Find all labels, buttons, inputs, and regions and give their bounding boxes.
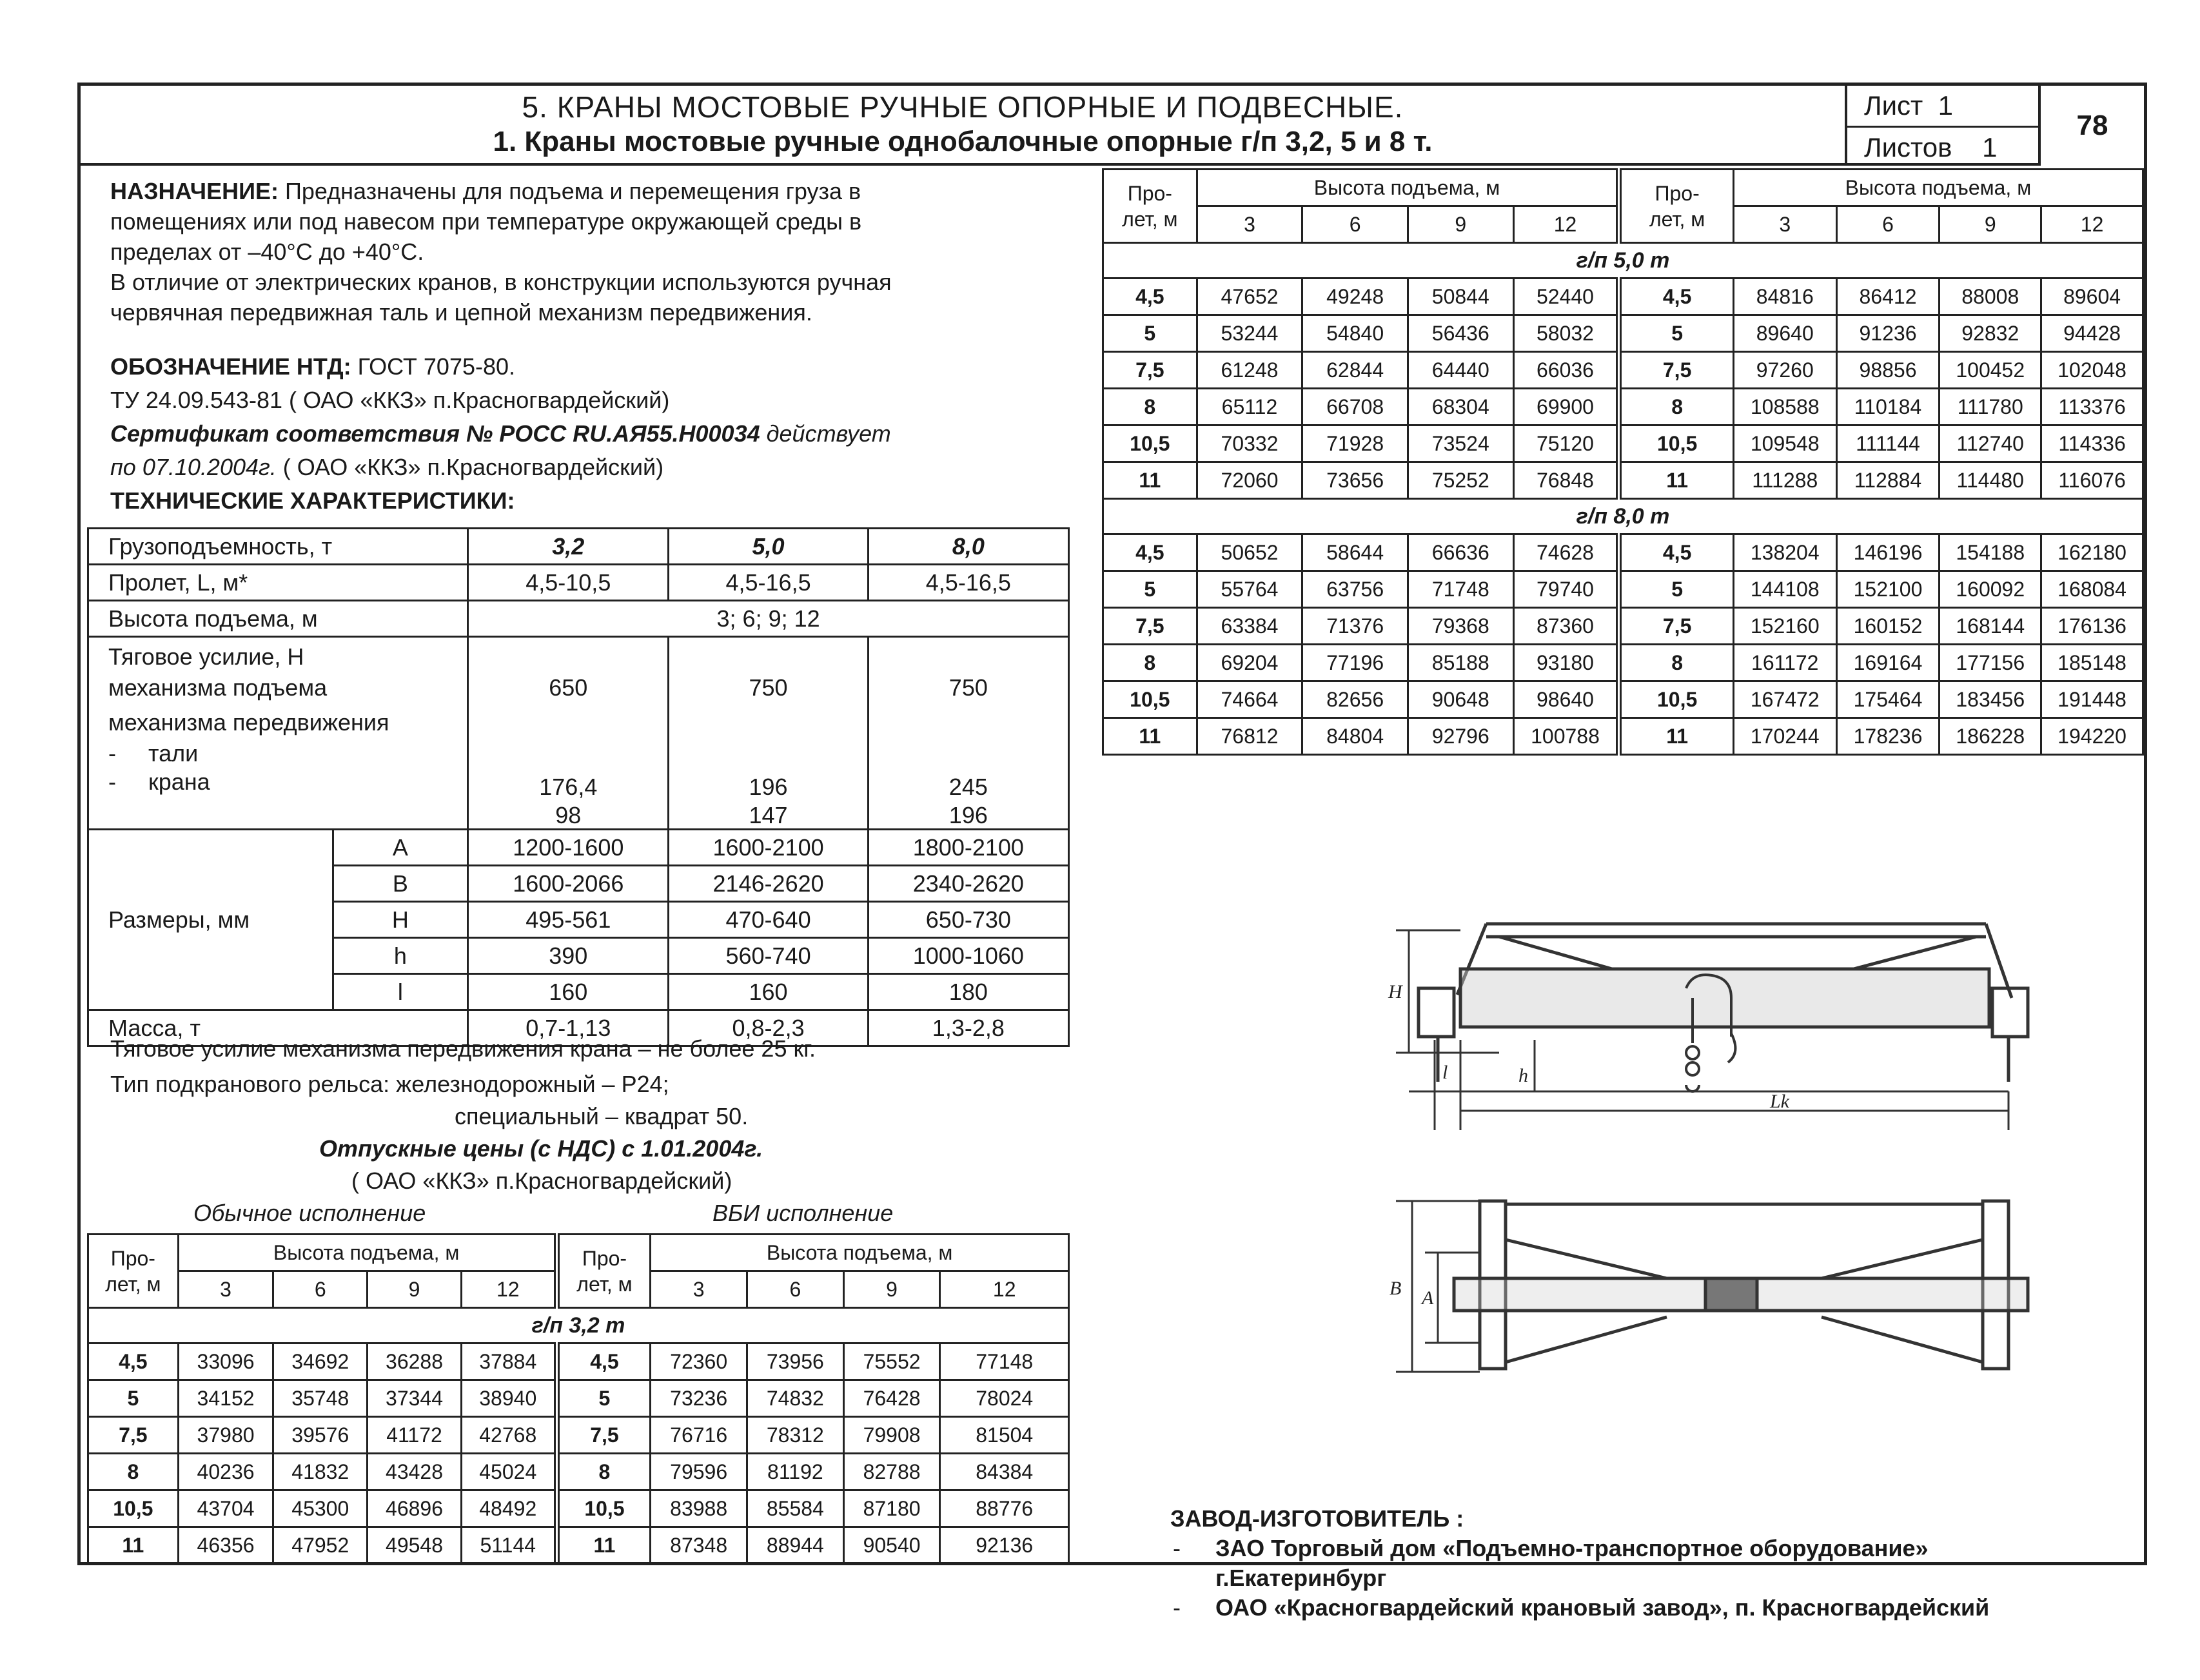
dims-row-h-lower: h 390 560-740 1000-1060 xyxy=(88,938,1069,974)
price-cell: 43428 xyxy=(368,1454,462,1490)
price-cell: 62844 xyxy=(1302,352,1408,389)
price-cell: 38940 xyxy=(461,1380,556,1417)
price-cell: 152100 xyxy=(1836,571,1940,608)
price-cell: 177156 xyxy=(1940,645,2041,681)
table-row xyxy=(1103,315,2143,352)
price-cell: 48492 xyxy=(461,1490,556,1527)
price-cell: 110184 xyxy=(1836,389,1940,425)
price-cell: 90540 xyxy=(843,1527,940,1564)
price-cell: 40236 xyxy=(178,1454,273,1490)
price-cell: 170244 xyxy=(1733,718,1836,755)
price-cell: 66708 xyxy=(1302,389,1408,425)
price-cell: 39576 xyxy=(273,1417,368,1454)
price-cell: 144108 xyxy=(1733,571,1836,608)
price-cell: 70332 xyxy=(1197,425,1302,462)
span-cell: 7,5 xyxy=(1103,352,1197,389)
manufacturer-section xyxy=(1170,1504,1989,1623)
span-cell: 10,5 xyxy=(1103,681,1197,718)
span-cell: 8 xyxy=(1103,389,1197,425)
price-cell: 160152 xyxy=(1836,608,1940,645)
manufacturer-item-2: - ОАО «Красногвардейский крановый завод», п. Красногвардейский xyxy=(1170,1593,1989,1623)
price-cell: 69204 xyxy=(1197,645,1302,681)
table-row xyxy=(88,1454,1069,1490)
price-cell: 69900 xyxy=(1513,389,1619,425)
dims-row-h-upper: H 495-561 470-640 650-730 xyxy=(88,902,1069,938)
span-cell: 4,5 xyxy=(1103,534,1197,571)
sheet-counter xyxy=(1847,86,2041,166)
price-cell: 50844 xyxy=(1408,278,1513,315)
price-cell: 88008 xyxy=(1940,278,2041,315)
price-cell: 88944 xyxy=(747,1527,844,1564)
price-cell: 79908 xyxy=(843,1417,940,1454)
price-cell: 37884 xyxy=(461,1343,556,1380)
table-row xyxy=(1103,352,2143,389)
price-cell: 116076 xyxy=(2041,462,2143,499)
price-cell: 109548 xyxy=(1733,425,1836,462)
crane-plan-view xyxy=(1396,1201,2028,1372)
price-cell: 84816 xyxy=(1733,278,1836,315)
price-cell: 61248 xyxy=(1197,352,1302,389)
purpose-section xyxy=(110,176,1129,327)
price-cell: 86412 xyxy=(1836,278,1940,315)
price-cell: 91236 xyxy=(1836,315,1940,352)
span-cell: 11 xyxy=(88,1527,179,1564)
table-row xyxy=(88,1417,1069,1454)
table-row xyxy=(88,1343,1069,1380)
span-cell: 7,5 xyxy=(88,1417,179,1454)
manufacturer-item-1: - ЗАО Торговый дом «Подъемно-транспортное оборудование» г.Екатеринбург xyxy=(1170,1534,1989,1593)
capacity-row: Грузоподъемность, т 3,2 5,0 8,0 xyxy=(88,529,1069,565)
price-cell: 98856 xyxy=(1836,352,1940,389)
span-cell: 7,5 xyxy=(556,1417,651,1454)
span-cell: 8 xyxy=(1103,645,1197,681)
dims-row-a: Размеры, мм A 1200-1600 1600-2100 1800-2100 xyxy=(88,830,1069,866)
price-cell: 47952 xyxy=(273,1527,368,1564)
price-cell: 167472 xyxy=(1733,681,1836,718)
price-cell: 71928 xyxy=(1302,425,1408,462)
capacity-group-row xyxy=(1103,243,2143,278)
price-cell: 102048 xyxy=(2041,352,2143,389)
label-A: A xyxy=(1422,1287,1434,1309)
cert-line-2: по 07.10.2004г. ( ОАО «ККЗ» п.Красногвардейский) xyxy=(110,454,664,480)
price-cell: 92136 xyxy=(940,1527,1069,1564)
price-cell: 94428 xyxy=(2041,315,2143,352)
sheets-label: Листов xyxy=(1864,132,1952,162)
span-cell: 5 xyxy=(88,1380,179,1417)
prices-heading: Отпускные цены (с НДС) с 1.01.2004г. xyxy=(319,1135,763,1162)
span-cell: 4,5 xyxy=(1619,534,1734,571)
span-cell: 10,5 xyxy=(88,1490,179,1527)
capacity-group-row xyxy=(88,1308,1069,1343)
purpose-line-2: помещениях или под навесом при температуре окружающей среды в xyxy=(110,208,862,235)
tech-heading: ТЕХНИЧЕСКИЕ ХАРАКТЕРИСТИКИ: xyxy=(110,487,515,514)
price-cell: 79596 xyxy=(651,1454,747,1490)
price-cell: 55764 xyxy=(1197,571,1302,608)
price-cell: 66036 xyxy=(1513,352,1619,389)
table-row xyxy=(1103,278,2143,315)
price-cell: 33096 xyxy=(178,1343,273,1380)
price-cell: 46356 xyxy=(178,1527,273,1564)
cert-line-1: Сертификат соответствия № РОСС RU.АЯ55.Н00034 действует xyxy=(110,420,891,447)
price-cell: 75120 xyxy=(1513,425,1619,462)
price-cell: 41832 xyxy=(273,1454,368,1490)
height-row: Высота подъема, м 3; 6; 9; 12 xyxy=(88,601,1069,637)
price-cell: 85584 xyxy=(747,1490,844,1527)
price-cell: 64440 xyxy=(1408,352,1513,389)
span-cell: 5 xyxy=(1103,571,1197,608)
price-cell: 36288 xyxy=(368,1343,462,1380)
subsection-title: 1. Краны мостовые ручные однобалочные опорные г/п 3,2, 5 и 8 т. xyxy=(493,126,1433,157)
price-cell: 168144 xyxy=(1940,608,2041,645)
price-cell: 43704 xyxy=(178,1490,273,1527)
ntd-section xyxy=(110,350,1129,518)
sheets-number: 1 xyxy=(1982,132,1998,162)
price-cell: 46896 xyxy=(368,1490,462,1527)
title-block xyxy=(81,86,1847,166)
price-cell: 76812 xyxy=(1197,718,1302,755)
span-cell: 11 xyxy=(1103,462,1197,499)
price-cell: 65112 xyxy=(1197,389,1302,425)
purpose-heading: НАЗНАЧЕНИЕ: xyxy=(110,178,279,204)
price-cell: 92832 xyxy=(1940,315,2041,352)
dims-row-b: B 1600-2066 2146-2620 2340-2620 xyxy=(88,866,1069,902)
price-cell: 114480 xyxy=(1940,462,2041,499)
price-cell: 87360 xyxy=(1513,608,1619,645)
price-cell: 63384 xyxy=(1197,608,1302,645)
price-cell: 84804 xyxy=(1302,718,1408,755)
price-cell: 111144 xyxy=(1836,425,1940,462)
price-cell: 78312 xyxy=(747,1417,844,1454)
sheets-row xyxy=(1847,126,2038,166)
price-cell: 108588 xyxy=(1733,389,1836,425)
price-cell: 186228 xyxy=(1940,718,2041,755)
price-table-3-2 xyxy=(87,1233,1070,1565)
price-cell: 37344 xyxy=(368,1380,462,1417)
price-cell: 169164 xyxy=(1836,645,1940,681)
purpose-line-3: пределах от –40°С до +40°С. xyxy=(110,239,424,265)
price-cell: 78024 xyxy=(940,1380,1069,1417)
price-cell: 175464 xyxy=(1836,681,1940,718)
price-cell: 79740 xyxy=(1513,571,1619,608)
capacity-group-row xyxy=(1103,499,2143,534)
price-cell: 35748 xyxy=(273,1380,368,1417)
capacity-group-label: г/п 8,0 т xyxy=(1103,499,2143,534)
span-cell: 4,5 xyxy=(88,1343,179,1380)
price-cell: 100452 xyxy=(1940,352,2041,389)
label-l: l xyxy=(1442,1062,1448,1083)
price-cell: 72060 xyxy=(1197,462,1302,499)
price-cell: 154188 xyxy=(1940,534,2041,571)
price-cell: 178236 xyxy=(1836,718,1940,755)
purpose-line-1: НАЗНАЧЕНИЕ: Предназначены для подъема и перемещения груза в xyxy=(110,178,861,204)
span-cell: 8 xyxy=(1619,389,1734,425)
price-cell: 183456 xyxy=(1940,681,2041,718)
price-cell: 113376 xyxy=(2041,389,2143,425)
price-cell: 73524 xyxy=(1408,425,1513,462)
price-cell: 72360 xyxy=(651,1343,747,1380)
table-row xyxy=(1103,462,2143,499)
span-row: Пролет, L, м* 4,5-10,5 4,5-16,5 4,5-16,5 xyxy=(88,565,1069,601)
price-cell: 194220 xyxy=(2041,718,2143,755)
note-force: Тяговое усилие механизма передвижения крана – не более 25 кг. xyxy=(110,1035,816,1062)
price-cell: 162180 xyxy=(2041,534,2143,571)
price-cell: 87180 xyxy=(843,1490,940,1527)
table-row xyxy=(1103,718,2143,755)
span-cell: 5 xyxy=(1619,571,1734,608)
price-cell: 74628 xyxy=(1513,534,1619,571)
sheet-frame xyxy=(77,83,2147,1621)
price-cell: 71748 xyxy=(1408,571,1513,608)
sheet-number: 1 xyxy=(1938,90,1953,121)
capacity-group-label: г/п 5,0 т xyxy=(1103,243,2143,278)
price-cell: 76848 xyxy=(1513,462,1619,499)
span-cell: 10,5 xyxy=(1103,425,1197,462)
price-cell: 89604 xyxy=(2041,278,2143,315)
price-cell: 74664 xyxy=(1197,681,1302,718)
price-cell: 73956 xyxy=(747,1343,844,1380)
page-number: 78 xyxy=(2076,110,2108,141)
price-cell: 49548 xyxy=(368,1527,462,1564)
price-cell: 160092 xyxy=(1940,571,2041,608)
crane-side-view xyxy=(1396,924,2028,1130)
price-cell: 84384 xyxy=(940,1454,1069,1490)
span-cell: 4,5 xyxy=(1103,278,1197,315)
price-cell: 114336 xyxy=(2041,425,2143,462)
span-cell: 11 xyxy=(1619,718,1734,755)
span-cell: 11 xyxy=(1103,718,1197,755)
price-cell: 81192 xyxy=(747,1454,844,1490)
price-cell: 63756 xyxy=(1302,571,1408,608)
price-cell: 71376 xyxy=(1302,608,1408,645)
span-cell: 8 xyxy=(88,1454,179,1490)
price-cell: 168084 xyxy=(2041,571,2143,608)
price-header-row-2: 3 6 9 12 3 6 9 12 xyxy=(1103,206,2143,243)
price-cell: 152160 xyxy=(1733,608,1836,645)
span-cell: 10,5 xyxy=(1619,425,1734,462)
price-cell: 81504 xyxy=(940,1417,1069,1454)
price-cell: 58032 xyxy=(1513,315,1619,352)
manufacturer-heading: ЗАВОД-ИЗГОТОВИТЕЛЬ : xyxy=(1170,1505,1464,1532)
price-cell: 58644 xyxy=(1302,534,1408,571)
price-cell: 112884 xyxy=(1836,462,1940,499)
price-cell: 49248 xyxy=(1302,278,1408,315)
price-cell: 45024 xyxy=(461,1454,556,1490)
span-cell: 7,5 xyxy=(1619,608,1734,645)
price-cell: 100788 xyxy=(1513,718,1619,755)
table-row xyxy=(88,1490,1069,1527)
span-cell: 8 xyxy=(556,1454,651,1490)
span-cell: 4,5 xyxy=(1619,278,1734,315)
tech-specs-table xyxy=(87,527,1070,1047)
note-rail-special: специальный – квадрат 50. xyxy=(455,1103,749,1129)
price-cell: 42768 xyxy=(461,1417,556,1454)
price-cell: 45300 xyxy=(273,1490,368,1527)
price-cell: 89640 xyxy=(1733,315,1836,352)
price-cell: 146196 xyxy=(1836,534,1940,571)
force-row: Тяговое усилие, Н механизма подъема механизма передвижения - тали - крана 650 176,4 98 750 196 147 750 245 196 xyxy=(88,637,1069,830)
table-row xyxy=(1103,534,2143,571)
span-cell: 5 xyxy=(556,1380,651,1417)
price-cell: 97260 xyxy=(1733,352,1836,389)
price-cell: 77148 xyxy=(940,1343,1069,1380)
price-cell: 82656 xyxy=(1302,681,1408,718)
price-cell: 56436 xyxy=(1408,315,1513,352)
section-title: 5. КРАНЫ МОСТОВЫЕ РУЧНЫЕ ОПОРНЫЕ И ПОДВЕСНЫЕ. xyxy=(522,90,1404,124)
cert-number: Сертификат соответствия № РОСС RU.АЯ55.Н00034 xyxy=(110,420,760,447)
table-row xyxy=(1103,425,2143,462)
price-cell: 76716 xyxy=(651,1417,747,1454)
span-cell: 10,5 xyxy=(1619,681,1734,718)
price-cell: 88776 xyxy=(940,1490,1069,1527)
price-cell: 98640 xyxy=(1513,681,1619,718)
price-cell: 85188 xyxy=(1408,645,1513,681)
span-cell: 4,5 xyxy=(556,1343,651,1380)
table-row xyxy=(1103,571,2143,608)
price-cell: 111780 xyxy=(1940,389,2041,425)
sheet-label: Лист xyxy=(1864,90,1923,121)
crane-drawing xyxy=(1306,827,2041,1382)
dims-row-l: l 160 160 180 xyxy=(88,974,1069,1010)
price-rows-3-2 xyxy=(88,1308,1069,1564)
price-cell: 83988 xyxy=(651,1490,747,1527)
price-cell: 161172 xyxy=(1733,645,1836,681)
ntd-line: ОБОЗНАЧЕНИЕ НТД: ГОСТ 7075-80. xyxy=(110,353,516,380)
price-cell: 75252 xyxy=(1408,462,1513,499)
price-cell: 34692 xyxy=(273,1343,368,1380)
table-row xyxy=(1103,608,2143,645)
price-cell: 191448 xyxy=(2041,681,2143,718)
ntd-heading: ОБОЗНАЧЕНИЕ НТД: xyxy=(110,353,351,380)
span-cell: 11 xyxy=(556,1527,651,1564)
price-cell: 90648 xyxy=(1408,681,1513,718)
price-cell: 176136 xyxy=(2041,608,2143,645)
price-cell: 34152 xyxy=(178,1380,273,1417)
price-cell: 52440 xyxy=(1513,278,1619,315)
label-B: B xyxy=(1390,1278,1402,1299)
price-header-row-1: Про- лет, м Высота подъема, м Про- лет, м Высота подъема, м xyxy=(1103,170,2143,206)
label-Lk: Lk xyxy=(1770,1091,1789,1112)
price-cell: 73656 xyxy=(1302,462,1408,499)
tu-line: ТУ 24.09.543-81 ( ОАО «ККЗ» п.Красногвардейский) xyxy=(110,387,670,413)
span-cell: 7,5 xyxy=(1619,352,1734,389)
capacity-group-label: г/п 3,2 т xyxy=(88,1308,1069,1343)
price-cell: 138204 xyxy=(1733,534,1836,571)
span-cell: 5 xyxy=(1103,315,1197,352)
price-header-row-1: Про- лет, м Высота подъема, м Про- лет, м Высота подъема, м xyxy=(88,1235,1069,1271)
span-cell: 10,5 xyxy=(556,1490,651,1527)
table-row xyxy=(88,1380,1069,1417)
price-cell: 75552 xyxy=(843,1343,940,1380)
label-h: h xyxy=(1518,1065,1528,1086)
price-cell: 92796 xyxy=(1408,718,1513,755)
table-row xyxy=(1103,389,2143,425)
price-table-5-8 xyxy=(1102,168,2144,756)
price-cell: 82788 xyxy=(843,1454,940,1490)
note-rail: Тип подкранового рельса: железнодорожный – Р24; xyxy=(110,1071,669,1097)
span-cell: 5 xyxy=(1619,315,1734,352)
price-cell: 68304 xyxy=(1408,389,1513,425)
price-cell: 51144 xyxy=(461,1527,556,1564)
span-cell: 8 xyxy=(1619,645,1734,681)
price-cell: 93180 xyxy=(1513,645,1619,681)
label-H: H xyxy=(1388,981,1402,1002)
table-row xyxy=(1103,681,2143,718)
purpose-line-5: червячная передвижная таль и цепной механизм передвижения. xyxy=(110,299,812,326)
price-cell: 47652 xyxy=(1197,278,1302,315)
price-cell: 73236 xyxy=(651,1380,747,1417)
span-cell: 7,5 xyxy=(1103,608,1197,645)
table-row xyxy=(88,1527,1069,1564)
purpose-line-4: В отличие от электрических кранов, в конструкции используются ручная xyxy=(110,269,892,295)
price-cell: 54840 xyxy=(1302,315,1408,352)
price-cell: 185148 xyxy=(2041,645,2143,681)
table-row xyxy=(1103,645,2143,681)
prices-source: ( ОАО «ККЗ» п.Красногвардейский) xyxy=(351,1167,732,1194)
price-rows-8-0 xyxy=(1103,499,2143,755)
price-cell: 37980 xyxy=(178,1417,273,1454)
sheet-row xyxy=(1847,86,2038,126)
price-cell: 77196 xyxy=(1302,645,1408,681)
price-rows-5-0 xyxy=(1103,243,2143,499)
price-cell: 74832 xyxy=(747,1380,844,1417)
normal-version-label: Обычное исполнение xyxy=(193,1200,426,1226)
price-cell: 50652 xyxy=(1197,534,1302,571)
mass-row: Масса, т 0,7-1,13 0,8-2,3 1,3-2,8 xyxy=(88,1010,1069,1046)
vbi-version-label: ВБИ исполнение xyxy=(712,1200,894,1226)
price-cell: 66636 xyxy=(1408,534,1513,571)
price-cell: 79368 xyxy=(1408,608,1513,645)
price-cell: 53244 xyxy=(1197,315,1302,352)
price-cell: 112740 xyxy=(1940,425,2041,462)
price-cell: 111288 xyxy=(1733,462,1836,499)
span-cell: 11 xyxy=(1619,462,1734,499)
price-cell: 76428 xyxy=(843,1380,940,1417)
price-cell: 41172 xyxy=(368,1417,462,1454)
price-header-row-2: 3 6 9 12 3 6 9 12 xyxy=(88,1271,1069,1308)
price-cell: 87348 xyxy=(651,1527,747,1564)
